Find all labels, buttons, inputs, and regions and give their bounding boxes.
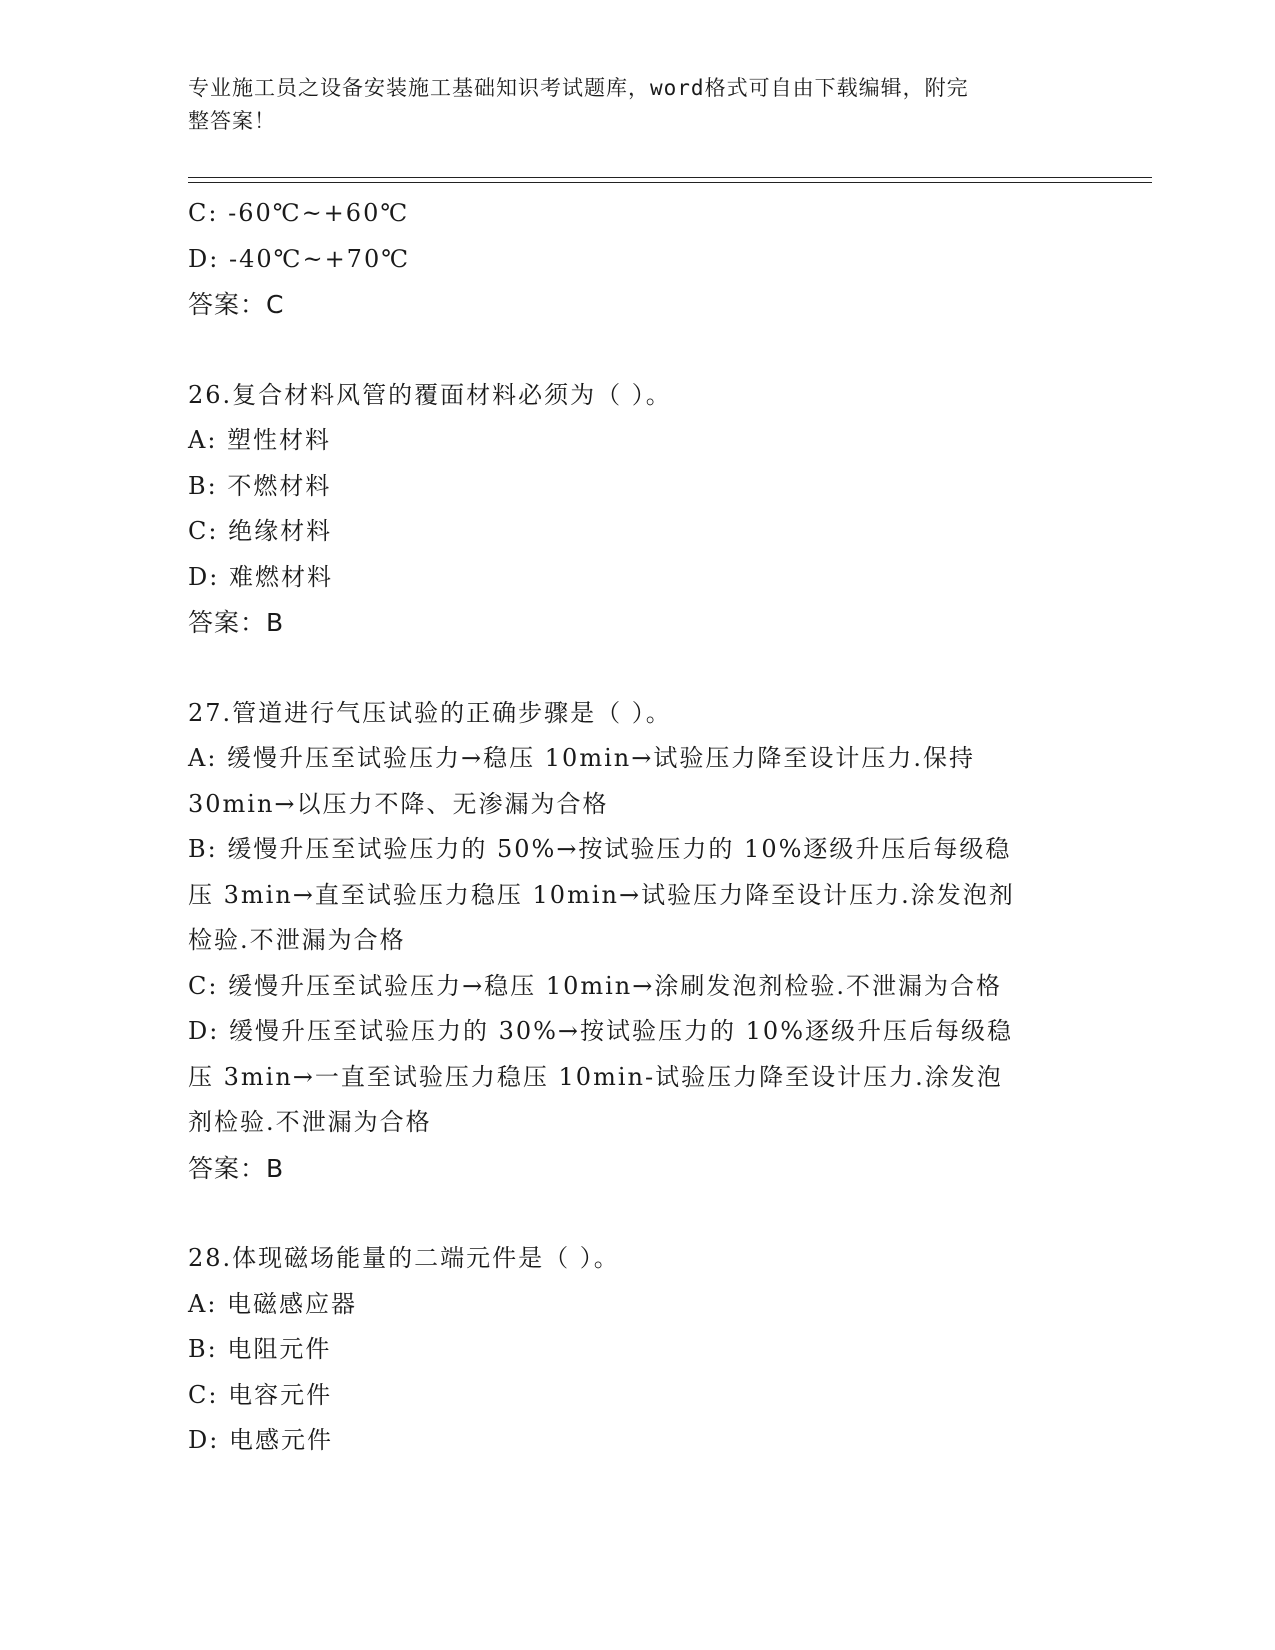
- option-a: A: 塑性材料: [188, 426, 332, 454]
- question-block-25-tail: [188, 191, 1088, 328]
- option-b-line-2: 压 3min→直至试验压力稳压 10min→试验压力降至设计压力.涂发泡剂: [188, 880, 1015, 909]
- header-divider-top: [188, 177, 1152, 178]
- header-divider-bottom: [188, 182, 1152, 183]
- question-block-27: [188, 691, 1088, 1192]
- option-a-line-1: A: 缓慢升压至试验压力→稳压 10min→试验压力降至设计压力.保持: [188, 744, 975, 772]
- option-b: B: 不燃材料: [188, 471, 332, 500]
- header-line-1: 专业施工员之设备安装施工基础知识考试题库，word格式可自由下载编辑，附完: [188, 76, 969, 100]
- option-c: C: 电容元件: [188, 1380, 333, 1409]
- option-c: C: 绝缘材料: [188, 517, 333, 545]
- question-block-28: [188, 1236, 1088, 1464]
- answer-line: 答案：C: [188, 290, 285, 319]
- option-d-line-1: D: 缓慢升压至试验压力的 30%→按试验压力的 10%逐级升压后每级稳: [188, 1017, 1014, 1045]
- option-c: C: -60℃~+60℃: [188, 199, 410, 227]
- answer-line: 答案：B: [188, 1153, 285, 1183]
- question-content: [188, 191, 1088, 1464]
- answer-line: 答案：B: [188, 608, 285, 637]
- question-block-26: [188, 373, 1088, 646]
- option-b-line-3: 检验.不泄漏为合格: [188, 926, 406, 954]
- option-b: B: 电阻元件: [188, 1335, 332, 1363]
- question-title: 28.体现磁场能量的二端元件是（ ）。: [188, 1244, 620, 1272]
- option-d: D: -40℃~+70℃: [188, 244, 411, 273]
- option-d: D: 难燃材料: [188, 562, 333, 591]
- option-b-line-1: B: 缓慢升压至试验压力的 50%→按试验压力的 10%逐级升压后每级稳: [188, 835, 1012, 863]
- option-d-line-3: 剂检验.不泄漏为合格: [188, 1108, 432, 1136]
- option-a: A: 电磁感应器: [188, 1289, 358, 1318]
- document-header: [188, 72, 1068, 138]
- question-title: 26.复合材料风管的覆面材料必须为（ ）。: [188, 380, 672, 409]
- option-d: D: 电感元件: [188, 1426, 333, 1454]
- question-title: 27.管道进行气压试验的正确步骤是（ ）。: [188, 698, 672, 727]
- option-c: C: 缓慢升压至试验压力→稳压 10min→涂刷发泡剂检验.不泄漏为合格: [188, 971, 1002, 1000]
- option-a-line-2: 30min→以压力不降、无渗漏为合格: [188, 789, 609, 818]
- option-d-line-2: 压 3min→一直至试验压力稳压 10min-试验压力降至设计压力.涂发泡: [188, 1062, 1003, 1091]
- header-line-2: 整答案！: [188, 109, 276, 133]
